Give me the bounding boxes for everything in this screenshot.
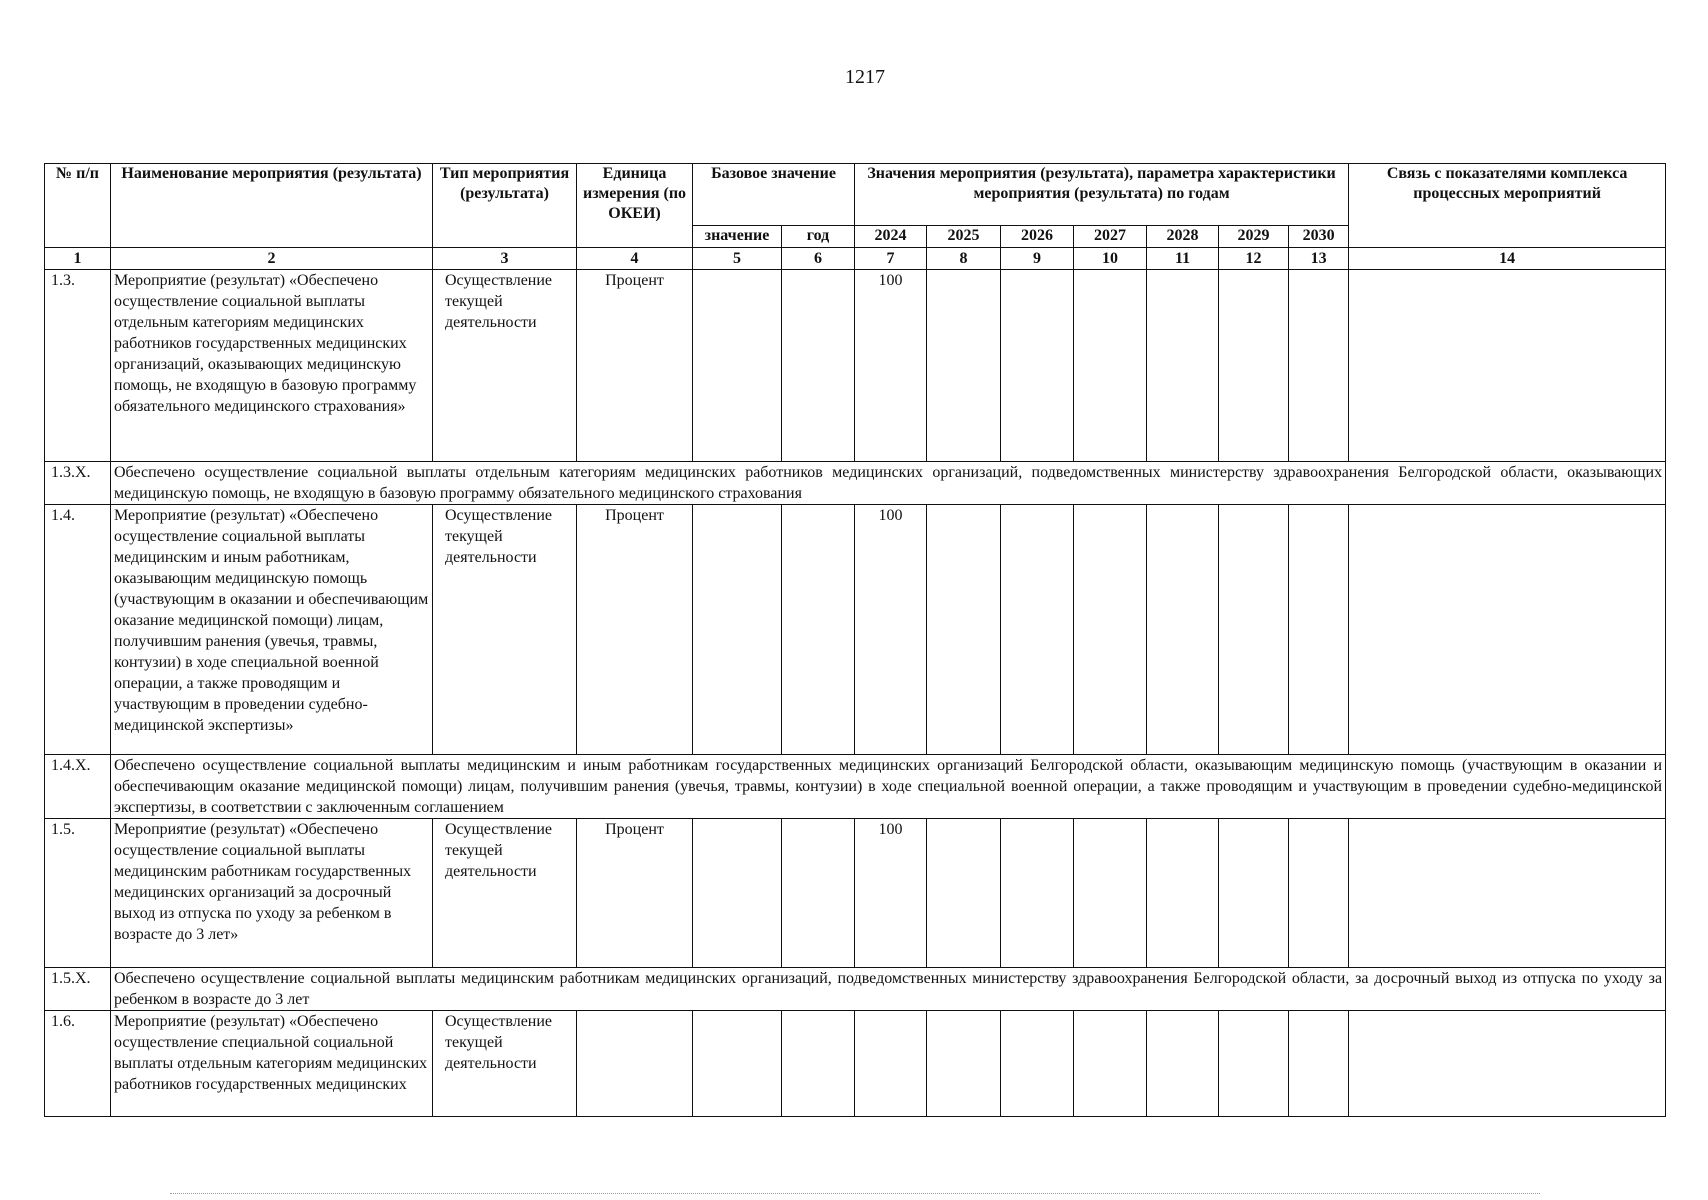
base-value-cell <box>693 505 782 755</box>
value-cell <box>1074 505 1147 755</box>
column-number: 9 <box>1001 248 1074 270</box>
measure-name: Мероприятие (результат) «Обеспечено осуществление социальной выплаты медицинским и иным работникам, оказывающим медицинскую помощь (участвующим в оказании и обеспечивающим оказание медицинской помощи) лицам, получившим ранения (увечья, травмы, контузии) в ходе специальной военной операции, а также проводящим и участвующим в проведении судебно-медицинской экспертизы» <box>111 505 433 755</box>
row-number: 1.4.Х. <box>45 755 111 819</box>
column-number: 12 <box>1219 248 1289 270</box>
base-year-cell <box>782 270 855 462</box>
value-cell <box>927 270 1001 462</box>
value-2024: 100 <box>855 505 927 755</box>
base-value-cell <box>693 270 782 462</box>
table-row <box>45 1011 1666 1117</box>
header-values: Значения мероприятия (результата), параметра характеристики мероприятия (результата) по годам <box>855 164 1349 226</box>
value-cell <box>1289 270 1349 462</box>
header-year: 2027 <box>1074 226 1147 248</box>
value-cell <box>1147 819 1219 968</box>
value-cell <box>1074 270 1147 462</box>
measure-type: Осуществление текущей деятельности <box>433 1011 577 1117</box>
column-number: 11 <box>1147 248 1219 270</box>
base-year-cell <box>782 505 855 755</box>
column-number: 10 <box>1074 248 1147 270</box>
row-number: 1.5. <box>45 819 111 968</box>
value-cell <box>927 819 1001 968</box>
column-number: 4 <box>577 248 693 270</box>
value-cell <box>1219 270 1289 462</box>
value-cell <box>1001 505 1074 755</box>
table-row <box>45 819 1666 968</box>
row-number: 1.5.Х. <box>45 968 111 1011</box>
value-cell <box>1147 505 1219 755</box>
column-number: 2 <box>111 248 433 270</box>
table-row <box>45 270 1666 462</box>
measure-unit: Процент <box>577 270 693 462</box>
header-type: Тип мероприятия (результата) <box>433 164 577 248</box>
row-number: 1.4. <box>45 505 111 755</box>
value-cell <box>1289 505 1349 755</box>
table-row <box>45 462 1666 505</box>
base-value-cell <box>693 1011 782 1117</box>
header-link: Связь с показателями комплекса процессных мероприятий <box>1349 164 1666 248</box>
column-number: 13 <box>1289 248 1349 270</box>
value-cell <box>1147 1011 1219 1117</box>
value-cell <box>1219 819 1289 968</box>
result-description: Обеспечено осуществление социальной выплаты отдельным категориям медицинских работников медицинских организаций, подведомственных министерству здравоохранения Белгородской области, оказывающих медицинскую помощь, не входящую в базовую программу обязательного медицинского страхования <box>111 462 1666 505</box>
header-base-value: значение <box>693 226 782 248</box>
measure-type: Осуществление текущей деятельности <box>433 270 577 462</box>
column-number: 6 <box>782 248 855 270</box>
measure-type: Осуществление текущей деятельности <box>433 505 577 755</box>
value-cell <box>1001 819 1074 968</box>
measure-unit: Процент <box>577 819 693 968</box>
header-name: Наименование мероприятия (результата) <box>111 164 433 248</box>
row-number: 1.6. <box>45 1011 111 1117</box>
link-cell <box>1349 505 1666 755</box>
value-2024: 100 <box>855 819 927 968</box>
result-description: Обеспечено осуществление социальной выплаты медицинским работникам медицинских организаций, подведомственных министерству здравоохранения Белгородской области, за досрочный выход из отпуска по уходу за ребенком в возрасте до 3 лет <box>111 968 1666 1011</box>
value-cell <box>1001 1011 1074 1117</box>
value-cell <box>1001 270 1074 462</box>
value-cell <box>1147 270 1219 462</box>
header-num: № п/п <box>45 164 111 248</box>
column-number: 7 <box>855 248 927 270</box>
header-base-year: год <box>782 226 855 248</box>
header-year: 2028 <box>1147 226 1219 248</box>
header-year: 2029 <box>1219 226 1289 248</box>
column-number: 1 <box>45 248 111 270</box>
header-year: 2024 <box>855 226 927 248</box>
measure-name: Мероприятие (результат) «Обеспечено осуществление социальной выплаты отдельным категориям медицинских работников государственных медицинских организаций, оказывающих медицинскую помощь, не входящую в базовую программу обязательного медицинского страхования» <box>111 270 433 462</box>
column-number: 8 <box>927 248 1001 270</box>
base-year-cell <box>782 1011 855 1117</box>
value-cell <box>1074 1011 1147 1117</box>
column-number: 3 <box>433 248 577 270</box>
header-year: 2026 <box>1001 226 1074 248</box>
table-row <box>45 968 1666 1011</box>
value-cell <box>927 1011 1001 1117</box>
column-number: 5 <box>693 248 782 270</box>
header-year: 2025 <box>927 226 1001 248</box>
value-2024 <box>855 1011 927 1117</box>
link-cell <box>1349 1011 1666 1117</box>
scan-artifact-line <box>170 1193 1540 1196</box>
value-2024: 100 <box>855 270 927 462</box>
value-cell <box>1289 819 1349 968</box>
link-cell <box>1349 270 1666 462</box>
base-value-cell <box>693 819 782 968</box>
column-numbers-row <box>45 248 1666 270</box>
header-base: Базовое значение <box>693 164 855 226</box>
header-unit: Единица измерения (по ОКЕИ) <box>577 164 693 248</box>
row-number: 1.3. <box>45 270 111 462</box>
table-row <box>45 505 1666 755</box>
result-description: Обеспечено осуществление социальной выплаты медицинским и иным работникам государственных медицинских организаций Белгородской области, оказывающим медицинскую помощь (участвующим в оказании и обеспечивающим оказание медицинской помощи) лицам, получившим ранения (увечья, травмы, контузии) в ходе специальной военной операции, а также проводящим и участвующим в проведении судебно-медицинской экспертизы, в соответствии с заключенным соглашением <box>111 755 1666 819</box>
page-number: 1217 <box>845 66 885 88</box>
table-row <box>45 755 1666 819</box>
column-number: 14 <box>1349 248 1666 270</box>
value-cell <box>1074 819 1147 968</box>
measure-type: Осуществление текущей деятельности <box>433 819 577 968</box>
measures-table <box>44 163 1666 1117</box>
measure-unit <box>577 1011 693 1117</box>
row-number: 1.3.Х. <box>45 462 111 505</box>
value-cell <box>1289 1011 1349 1117</box>
base-year-cell <box>782 819 855 968</box>
value-cell <box>1219 1011 1289 1117</box>
measure-name: Мероприятие (результат) «Обеспечено осуществление социальной выплаты медицинским работникам государственных медицинских организаций за досрочный выход из отпуска по уходу за ребенком в возрасте до 3 лет» <box>111 819 433 968</box>
link-cell <box>1349 819 1666 968</box>
measure-unit: Процент <box>577 505 693 755</box>
value-cell <box>1219 505 1289 755</box>
value-cell <box>927 505 1001 755</box>
measure-name: Мероприятие (результат) «Обеспечено осуществление специальной социальной выплаты отдельным категориям медицинских работников государственных медицинских <box>111 1011 433 1117</box>
header-year: 2030 <box>1289 226 1349 248</box>
